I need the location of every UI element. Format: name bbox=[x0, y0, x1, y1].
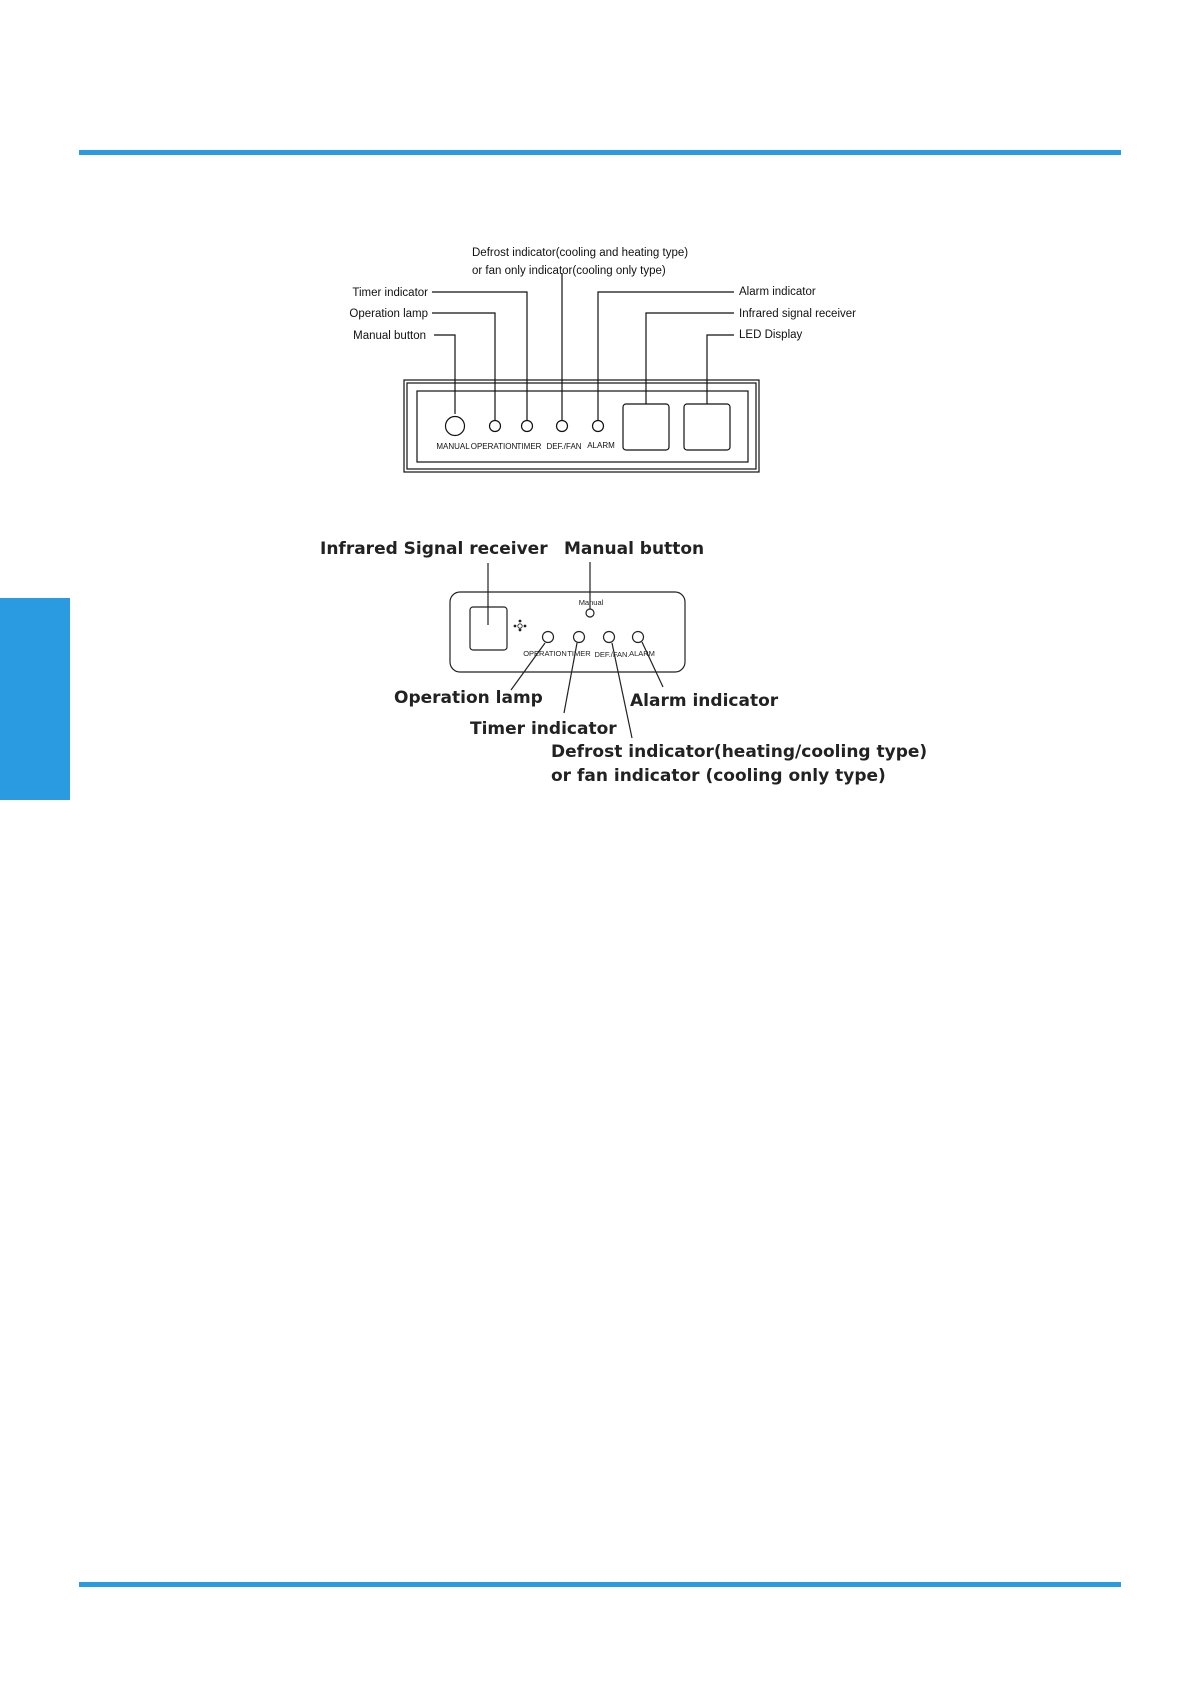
manual-button[interactable] bbox=[446, 417, 465, 436]
diagram-2-text bbox=[320, 539, 927, 786]
alarm-lamp bbox=[593, 421, 604, 432]
timer-lamp-2 bbox=[574, 632, 585, 643]
leader-manual bbox=[434, 335, 455, 414]
callout2-defrost-line2: or fan indicator (cooling only type) bbox=[551, 766, 886, 786]
panel1-face bbox=[417, 391, 748, 462]
leader-operation bbox=[432, 313, 495, 421]
face-label-operation: OPERATION bbox=[470, 442, 518, 451]
panel1-outer-inner bbox=[407, 383, 756, 469]
face-label-alarm: ALARM bbox=[587, 441, 615, 450]
face2-label-deffan: DEF./FAN. bbox=[594, 650, 630, 659]
led-display-window bbox=[684, 404, 730, 450]
deffan-lamp-2 bbox=[604, 632, 615, 643]
face2-label-timer: TIMER bbox=[567, 649, 591, 658]
face-label-deffan: DEF./FAN bbox=[546, 442, 582, 451]
callout-operation: Operation lamp bbox=[349, 308, 428, 320]
callout2-alarm: Alarm indicator bbox=[630, 691, 779, 711]
infrared-receiver-window bbox=[623, 404, 669, 450]
leader-infrared bbox=[646, 313, 734, 404]
callout-infrared: Infrared signal receiver bbox=[739, 308, 856, 320]
face2-label-operation: OPERATION bbox=[523, 649, 567, 658]
callout-defrost-line1: Defrost indicator(cooling and heating type) bbox=[472, 247, 689, 259]
alarm-lamp-2 bbox=[633, 632, 644, 643]
callout2-manual: Manual button bbox=[564, 539, 705, 559]
face2-label-alarm: ALARM bbox=[629, 649, 655, 658]
operation-lamp-2 bbox=[543, 632, 554, 643]
callout-led: LED Display bbox=[739, 329, 803, 341]
diagram-1-text bbox=[349, 247, 856, 451]
deffan-lamp bbox=[557, 421, 568, 432]
leader-led bbox=[707, 335, 734, 404]
ir-sensor-dots-icon bbox=[514, 620, 527, 632]
face2-label-manual: Manual bbox=[578, 598, 604, 607]
callout2-infrared: Infrared Signal receiver bbox=[320, 539, 548, 559]
callout2-defrost-line1: Defrost indicator(heating/cooling type) bbox=[551, 742, 928, 762]
callout-manual: Manual button bbox=[353, 330, 426, 342]
leader-timer bbox=[432, 292, 527, 421]
operation-lamp bbox=[490, 421, 501, 432]
callout-alarm: Alarm indicator bbox=[739, 286, 816, 298]
face-label-timer: TIMER bbox=[516, 442, 542, 451]
callout-defrost-line2: or fan only indicator(cooling only type) bbox=[472, 265, 666, 277]
manual-button-2[interactable] bbox=[586, 609, 594, 617]
face-label-manual: MANUAL bbox=[436, 442, 470, 451]
panel1-outer bbox=[404, 380, 759, 472]
callout-timer: Timer indicator bbox=[352, 287, 428, 299]
callout2-operation: Operation lamp bbox=[394, 688, 543, 708]
callout2-timer: Timer indicator bbox=[470, 719, 617, 739]
timer-lamp bbox=[522, 421, 533, 432]
leader-alarm bbox=[598, 292, 734, 421]
